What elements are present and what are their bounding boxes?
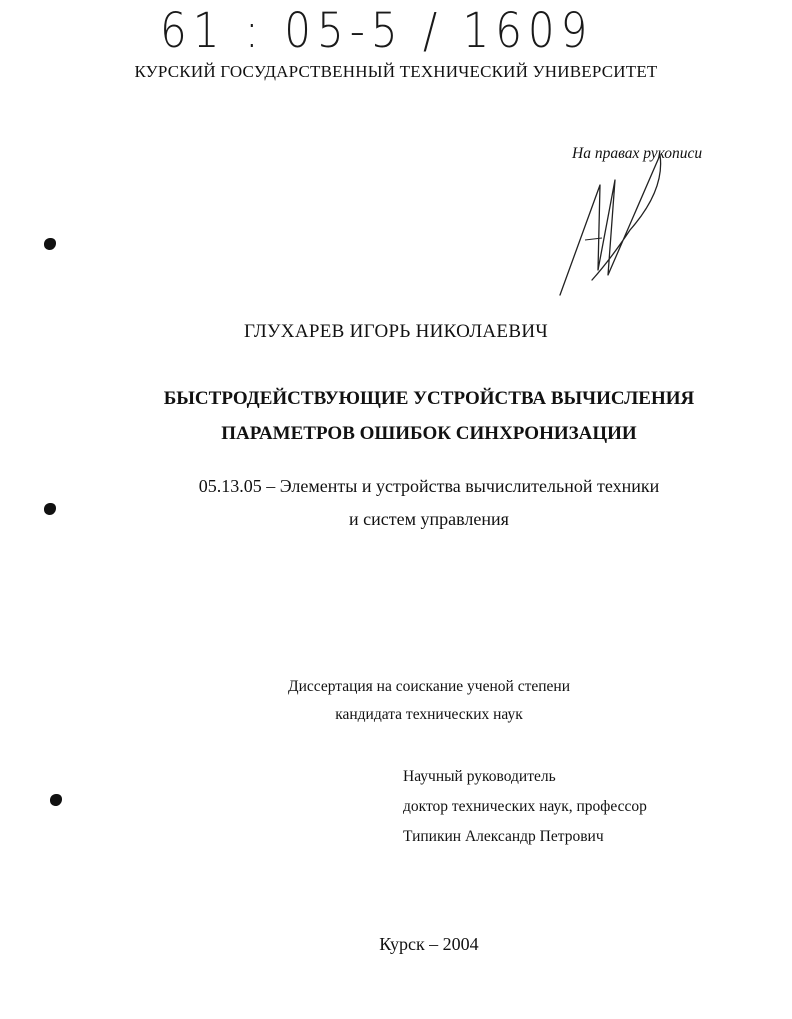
specialty-line-2: и систем управления [349,509,509,529]
dissertation-line-1: Диссертация на соискание ученой степени [288,678,570,695]
title-line-2: ПАРАМЕТРОВ ОШИБОК СИНХРОНИЗАЦИИ [221,423,637,444]
supervisor-degree: доктор технических наук, профессор [403,798,647,815]
specialty [0,470,792,536]
city-year: Курск – 2004 [379,934,479,954]
specialty-line-1: 05.13.05 – Элементы и устройства вычислительной техники [198,476,660,496]
title-line-1: БЫСТРОДЕЙСТВУЮЩИЕ УСТРОЙСТВА ВЫЧИСЛЕНИЯ [163,388,695,409]
signature-icon [540,150,680,310]
supervisor-name: Типикин Александр Петрович [403,828,604,845]
university-name: КУРСКИЙ ГОСУДАРСТВЕННЫЙ ТЕХНИЧЕСКИЙ УНИВЕРСИТЕТ [134,62,658,81]
thesis-title [0,381,792,451]
binding-hole-mark [44,238,56,250]
handwritten-archive-code: 61 : 05-5 / 1609 [160,2,594,59]
author-name: ГЛУХАРЕВ ИГОРЬ НИКОЛАЕВИЧ [244,321,548,342]
rights-note: На правах рукописи [572,145,703,162]
supervisor-role: Научный руководитель [403,768,556,785]
dissertation-degree [0,673,792,729]
supervisor-block [403,762,647,852]
dissertation-line-2: кандидата технических наук [335,706,523,723]
binding-hole-mark [50,794,62,806]
